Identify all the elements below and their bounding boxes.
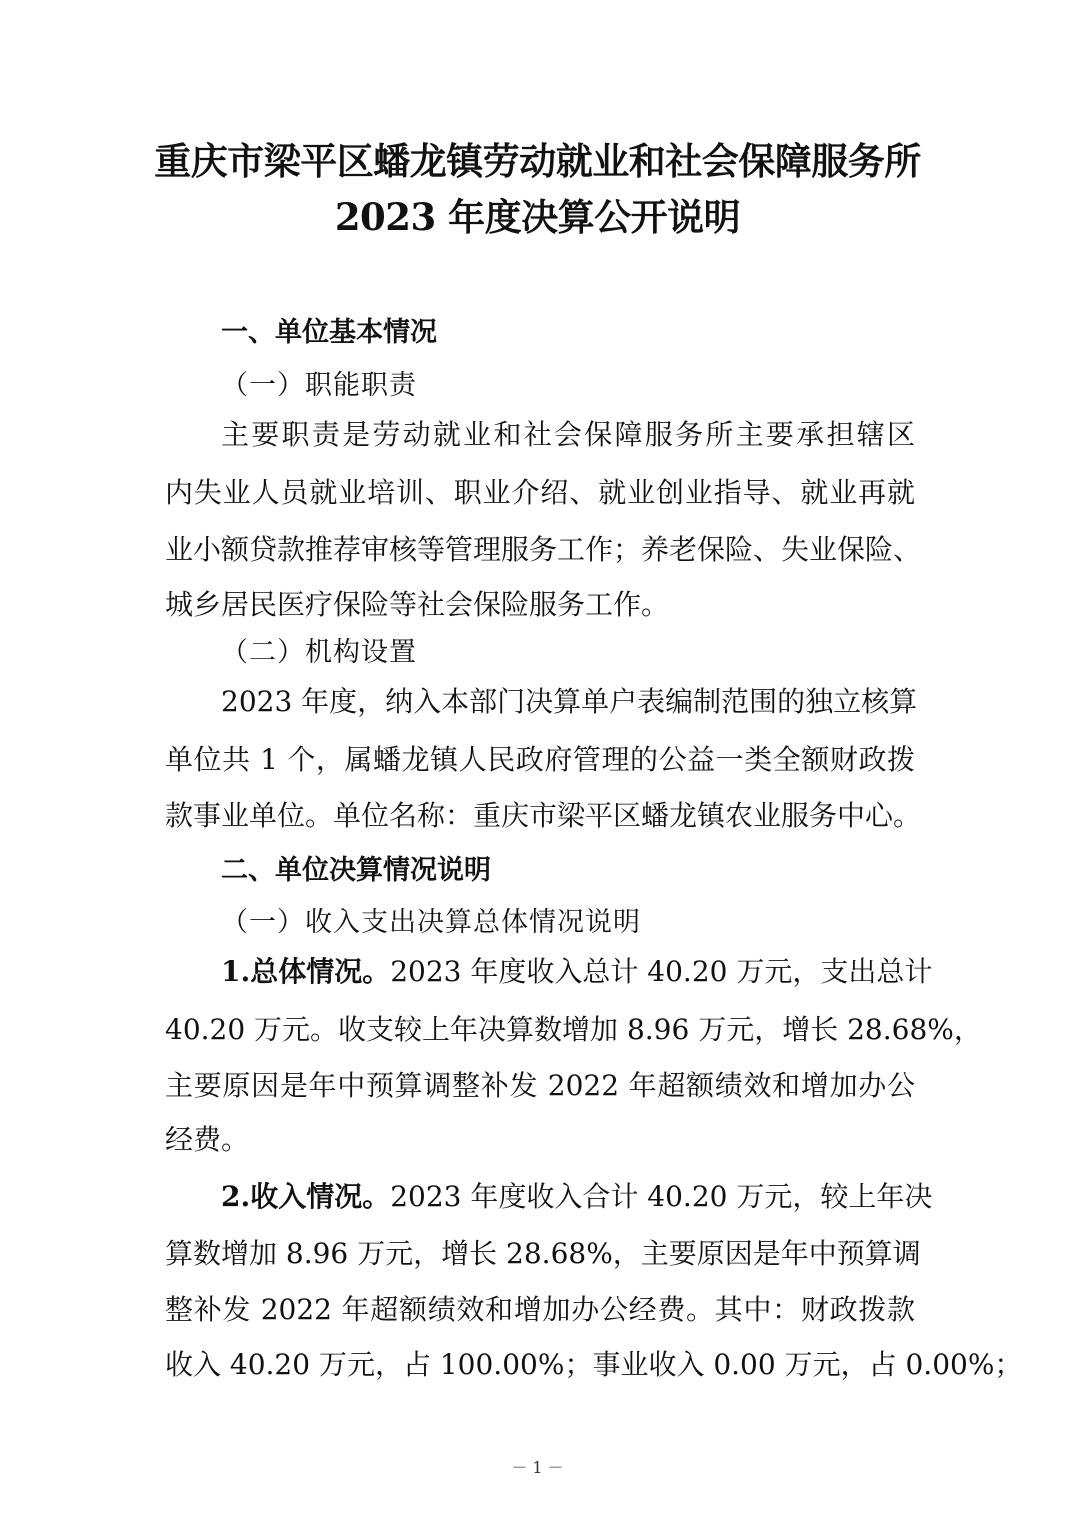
duties-line-4: 城乡居民医疗保险等社会保险服务工作。 bbox=[165, 588, 670, 621]
overall-lead: 1.总体情况。 bbox=[221, 955, 391, 988]
duties-line-3: 业小额贷款推荐审核等管理服务工作；养老保险、失业保险、 bbox=[165, 533, 922, 566]
overall-line-4: 经费。 bbox=[165, 1123, 250, 1156]
document-title-line-2: 2023 年度决算公开说明 bbox=[334, 195, 741, 239]
page-number: － 1 － bbox=[511, 1458, 564, 1477]
document-title-line-1: 重庆市梁平区蟠龙镇劳动就业和社会保障服务所 bbox=[154, 139, 921, 183]
structure-line-3: 款事业单位。单位名称：重庆市梁平区蟠龙镇农业服务中心。 bbox=[165, 799, 922, 832]
income-line-4: 收入 40.20 万元，占 100.00%；事业收入 0.00 万元，占 0.00%； bbox=[165, 1348, 1023, 1381]
income-line-1 bbox=[221, 1177, 933, 1217]
section-1-sub-1-heading: （一）职能职责 bbox=[221, 370, 417, 401]
income-lead: 2.收入情况。 bbox=[221, 1180, 391, 1213]
duties-line-2: 内失业人员就业培训、职业介绍、就业创业指导、就业再就 bbox=[165, 476, 915, 509]
income-line-1-text: 2023 年度收入合计 40.20 万元，较上年决 bbox=[390, 1180, 933, 1213]
structure-line-1: 2023 年度，纳入本部门决算单户表编制范围的独立核算 bbox=[221, 685, 918, 718]
duties-line-1: 主要职责是劳动就业和社会保障服务所主要承担辖区 bbox=[221, 418, 915, 451]
income-line-2: 算数增加 8.96 万元，增长 28.68%，主要原因是年中预算调 bbox=[165, 1237, 921, 1270]
overall-line-2: 40.20 万元。收支较上年决算数增加 8.96 万元，增长 28.68%， bbox=[165, 1013, 982, 1046]
overall-line-1 bbox=[221, 952, 933, 992]
structure-line-2: 单位共 1 个，属蟠龙镇人民政府管理的公益一类全额财政拨 bbox=[165, 743, 915, 776]
section-1-heading: 一、单位基本情况 bbox=[221, 317, 437, 348]
overall-line-1-text: 2023 年度收入总计 40.20 万元，支出总计 bbox=[390, 955, 933, 988]
section-2-sub-1-heading: （一）收入支出决算总体情况说明 bbox=[221, 907, 641, 938]
overall-line-3: 主要原因是年中预算调整补发 2022 年超额绩效和增加办公 bbox=[165, 1069, 915, 1102]
income-line-3: 整补发 2022 年超额绩效和增加办公经费。其中：财政拨款 bbox=[165, 1293, 915, 1326]
section-1-sub-2-heading: （二）机构设置 bbox=[221, 637, 417, 668]
section-2-heading: 二、单位决算情况说明 bbox=[221, 855, 491, 886]
